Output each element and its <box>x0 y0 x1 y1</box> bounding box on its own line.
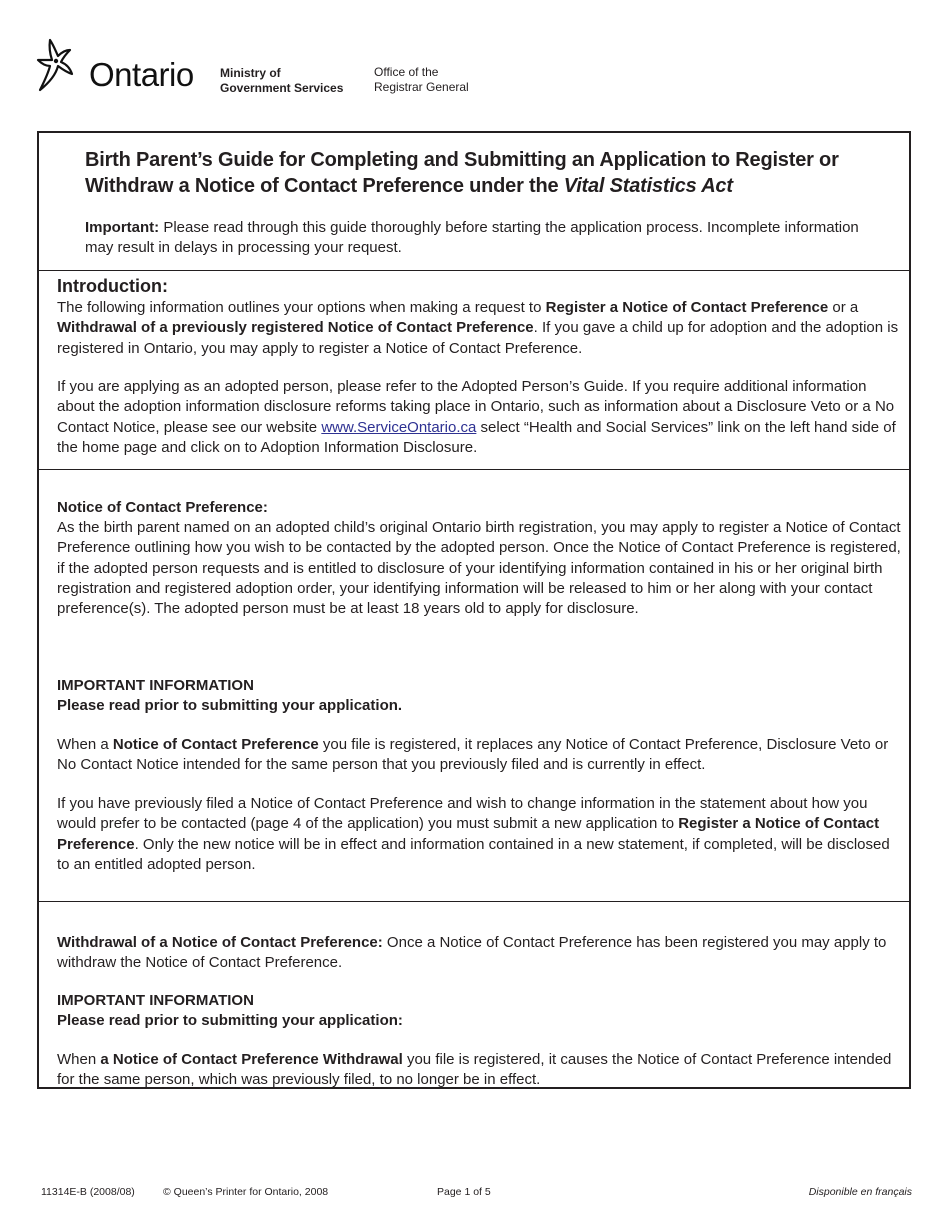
french-availability: Disponible en français <box>808 1186 912 1198</box>
introduction-paragraph-2: If you are applying as an adopted person, please refer to the Adopted Person’s Guide. If you require additional information about the adoption information disclosure reforms taking place in Ontario, such as information about a Disclosure Veto or a No Contact Notice, please see our website www.ServiceOntario.ca select “Health and Social Services” link on the left hand side of the home page and click on to Adoption Information Disclosure. <box>57 378 896 456</box>
important-notice: Important: Please read through this guide thoroughly before starting the application process. Incomplete information may result in delays in processing your request. <box>85 219 859 256</box>
ministry-name <box>220 66 343 96</box>
notice-paragraph: As the birth parent named on an adopted child’s original Ontario birth registration, you may apply to register a Notice of Contact Preference outlining how you wish to be contacted by the adopted person. Once the Notice of Contact Preference is registered, if the adopted person requests and is entitled to disclosure of your identifying information contained in his or her original birth registration and registered adoption order, your identifying information will be released to him or her along with your contact preference(s). The adopted person must be at least 18 years old to apply for disclosure. <box>57 519 901 618</box>
form-number: 11314E-B (2008/08) <box>41 1186 135 1198</box>
important-label: Important: <box>85 219 160 236</box>
title-line-2: Withdraw a Notice of Contact Preference under the Vital Statistics Act <box>85 175 733 197</box>
introduction-heading: Introduction: <box>57 276 168 296</box>
notice-important-paragraph-1: When a Notice of Contact Preference you file is registered, it replaces any Notice of Contact Preference, Disclosure Veto or No Contact Notice intended for the same person that you previously filed and is currently in effect. <box>57 736 889 774</box>
office-line-1: Office of the <box>374 65 439 79</box>
notice-important-heading: IMPORTANT INFORMATION Please read prior to submitting your application. <box>57 677 403 715</box>
serviceontario-link[interactable]: www.ServiceOntario.ca <box>321 418 477 436</box>
notice-heading: Notice of Contact Preference: <box>57 499 268 516</box>
guide-content-box <box>37 131 911 1089</box>
office-name <box>374 65 469 95</box>
introduction-paragraph-1: The following information outlines your options when making a request to Register a Notice of Contact Preference or a Withdrawal of a previously registered Notice of Contact Preference. If you gave a child up for adoption and the adoption is registered in Ontario, you may apply to register a Notice of Contact Preference. <box>57 299 899 357</box>
withdrawal-important-paragraph: When a Notice of Contact Preference Withdrawal you file is registered, it causes the Notice of Contact Preference intended for the same person, which was previously filed, to no longer be in effect. <box>57 1051 892 1089</box>
section-divider <box>39 901 909 902</box>
office-line-2: Registrar General <box>374 80 469 94</box>
ontario-logo <box>36 38 201 98</box>
withdrawal-important-heading: IMPORTANT INFORMATION Please read prior to submitting your application: <box>57 992 403 1030</box>
ministry-line-1: Ministry of <box>220 66 281 80</box>
section-divider <box>39 469 909 470</box>
trillium-icon <box>36 38 96 94</box>
ministry-line-2: Government Services <box>220 81 344 95</box>
page-title <box>85 147 895 199</box>
copyright: © Queen’s Printer for Ontario, 2008 <box>163 1186 329 1198</box>
section-divider <box>39 270 909 271</box>
act-name: Vital Statistics Act <box>563 175 733 197</box>
page-number: Page 1 of 5 <box>437 1186 491 1198</box>
withdrawal-paragraph: Withdrawal of a Notice of Contact Preference: Once a Notice of Contact Preference has been registered you may apply to withdraw the Notice of Contact Preference. <box>57 934 887 972</box>
notice-important-paragraph-2: If you have previously filed a Notice of Contact Preference and wish to change information in the statement about how you would prefer to be contacted (page 4 of the application) you must submit a new application to Register a Notice of Contact Preference. Only the new notice will be in effect and information contained in a new statement, if completed, will be disclosed to an entitled adopted person. <box>57 795 890 873</box>
title-line-1: Birth Parent’s Guide for Completing and Submitting an Application to Register or <box>85 149 839 171</box>
logo-wordmark: Ontario <box>89 56 194 93</box>
withdrawal-heading: Withdrawal of a Notice of Contact Preference: <box>57 934 383 951</box>
